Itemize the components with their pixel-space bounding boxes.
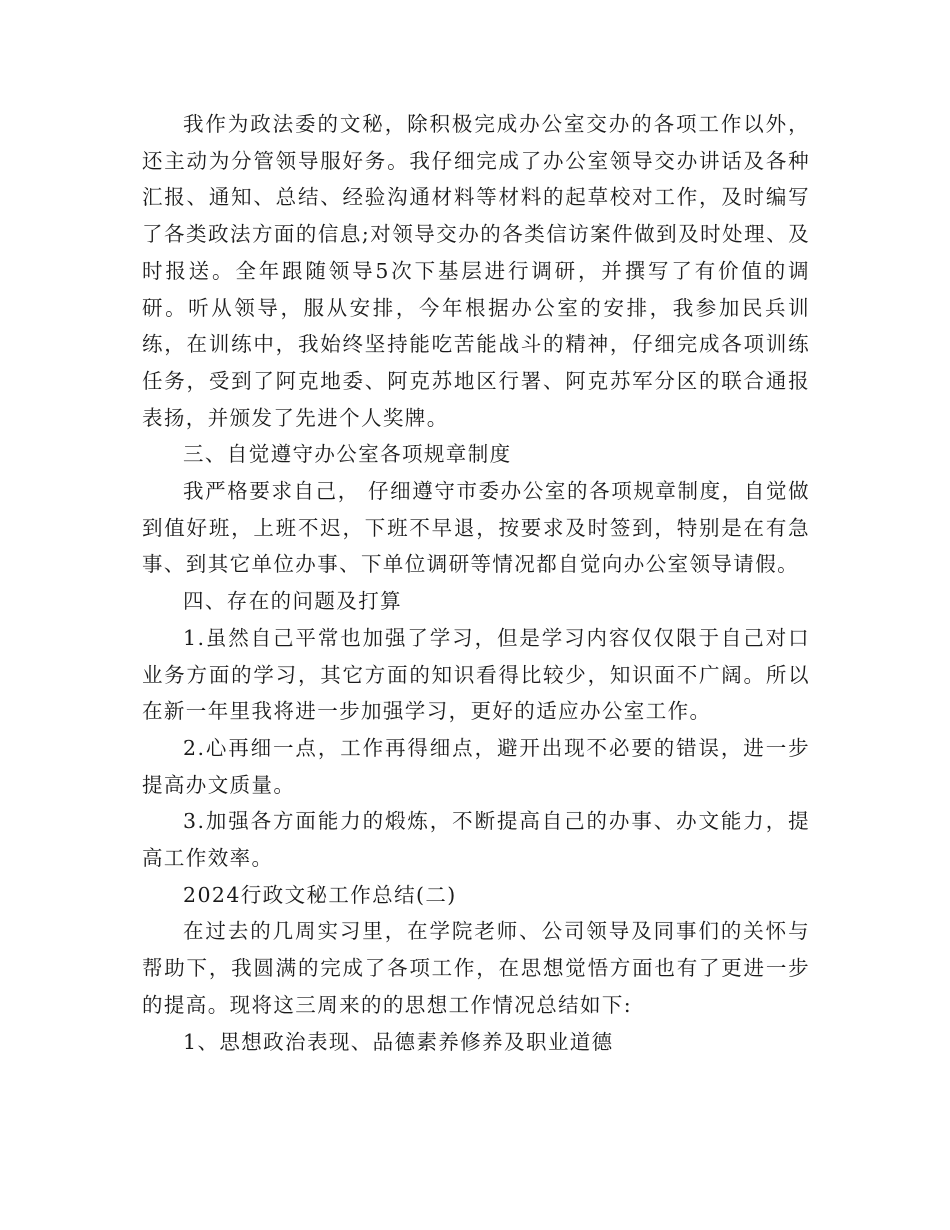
section-heading-problems: 四、存在的问题及打算 (183, 589, 402, 614)
section-heading-rules: 三、自觉遵守办公室各项规章制度 (183, 442, 512, 467)
paragraph-secretary-duties: 我作为政法委的文秘，除积极完成办公室交办的各项工作以外，还主动为分管领导服好务。我仔细完成了办公室领导交办讲话及各种汇报、通知、总结、经验沟通材料等材料的起草校对工作，及时编写了各类政法方面的信息;对领导交办的各类信访案件做到及时处理、及时报送。全年跟随领导5次下基层进行调研，并撰写了有价值的调研。听从领导，服从安排，今年根据办公室的安排，我参加民兵训练，在训练中，我始终坚持能吃苦能战斗的精神，仔细完成各项训练任务，受到了阿克地委、阿克苏地区行署、阿克苏军分区的联合通报表扬，并颁发了先进个人奖牌。 (142, 112, 810, 430)
paragraph-internship-intro: 在过去的几周实习里，在学院老师、公司领导及同事们的关怀与帮助下，我圆满的完成了各项工作，在思想觉悟方面也有了更进一步的提高。现将这三周来的的思想工作情况总结如下: (142, 919, 810, 1017)
document-body (142, 106, 810, 1060)
paragraph-rules: 我严格要求自己， 仔细遵守市委办公室的各项规章制度，自觉做到值好班，上班不迟，下班不早退，按要求及时签到，特别是在有急事、到其它单位办事、下单位调研等情况都自觉向办公室领导请假。 (142, 479, 810, 577)
paragraph-problem-2: 2.心再细一点，工作再得细点，避开出现不必要的错误，进一步提高办文质量。 (142, 735, 810, 797)
paragraph-problem-3: 3.加强各方面能力的煅炼，不断提高自己的办事、办文能力，提高工作效率。 (142, 809, 810, 871)
document-title-part-two: 2024行政文秘工作总结(二) (183, 882, 457, 907)
section-heading-ideology: 1、思想政治表现、品德素养修养及职业道德 (183, 1029, 614, 1054)
paragraph-problem-1: 1.虽然自己平常也加强了学习，但是学习内容仅仅限于自己对口业务方面的学习，其它方面的知识看得比较少，知识面不广阔。所以在新一年里我将进一步加强学习，更好的适应办公室工作。 (142, 625, 810, 724)
